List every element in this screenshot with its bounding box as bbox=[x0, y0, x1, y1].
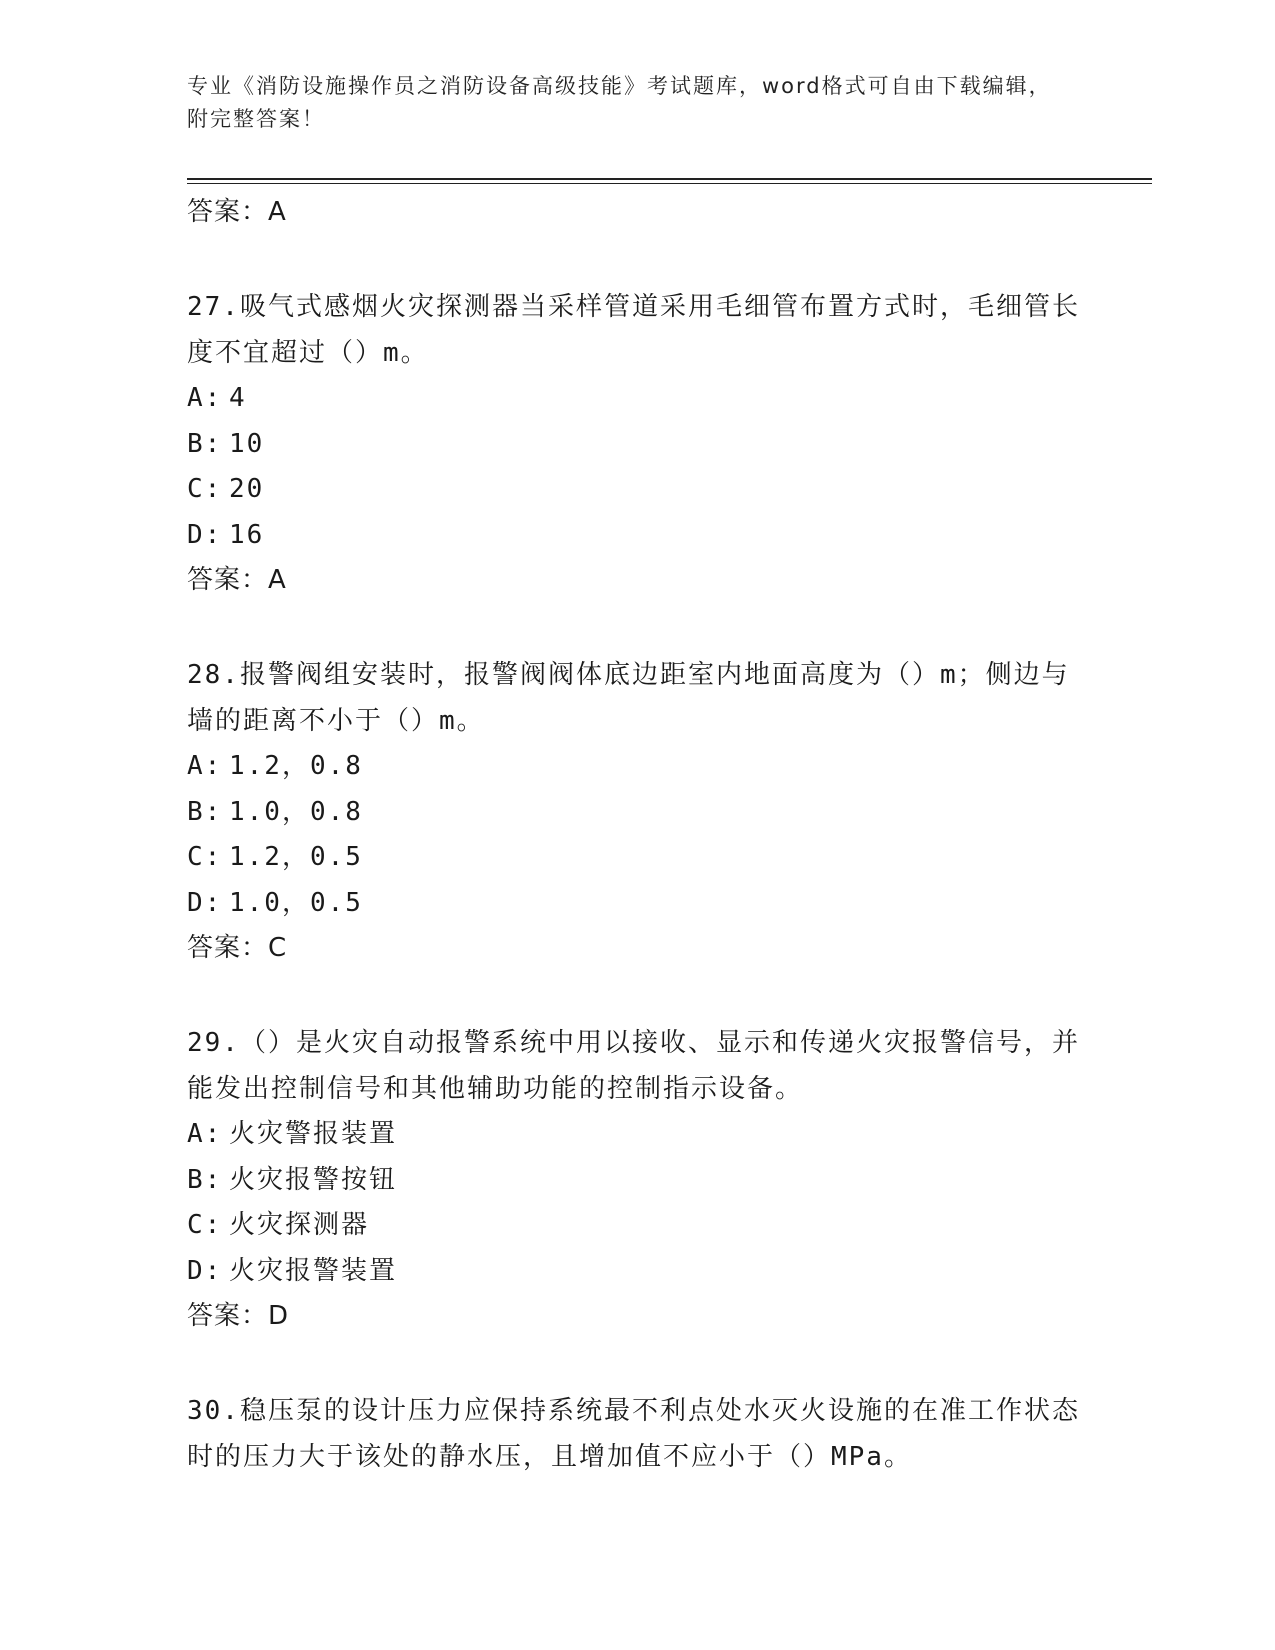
option-b bbox=[187, 1158, 1087, 1204]
question-27 bbox=[187, 285, 1087, 603]
option-b bbox=[187, 790, 1087, 836]
option-letter: C: bbox=[187, 1210, 223, 1240]
option-d bbox=[187, 513, 1087, 559]
answer-line: 答案：C bbox=[187, 933, 288, 963]
header-rule-thin bbox=[187, 183, 1152, 184]
option-text: 20 bbox=[229, 474, 265, 504]
option-text: 火灾报警按钮 bbox=[229, 1164, 398, 1195]
option-d bbox=[187, 881, 1087, 927]
question-stem: 28.报警阀组安装时，报警阀阀体底边距室内地面高度为（）m；侧边与墙的距离不小于（）m。 bbox=[187, 660, 1070, 736]
option-text: 4 bbox=[229, 383, 247, 413]
question-28 bbox=[187, 653, 1087, 971]
option-text: 火灾报警装置 bbox=[229, 1255, 398, 1286]
option-letter: B: bbox=[187, 1164, 223, 1195]
option-letter: D: bbox=[187, 1255, 223, 1286]
option-c bbox=[187, 467, 1087, 513]
option-letter: B: bbox=[187, 428, 223, 459]
question-stem: 27.吸气式感烟火灾探测器当采样管道采用毛细管布置方式时，毛细管长度不宜超过（）m。 bbox=[187, 292, 1080, 368]
document-header: 专业《消防设施操作员之消防设备高级技能》考试题库，word格式可自由下载编辑，附完整答案！ bbox=[187, 74, 1052, 131]
option-c bbox=[187, 835, 1087, 881]
option-letter: C: bbox=[187, 474, 223, 504]
header-rule-thick bbox=[187, 178, 1152, 180]
option-letter: A: bbox=[187, 383, 223, 413]
answer-line: 答案：D bbox=[187, 1301, 290, 1331]
answer-line: 答案：A bbox=[187, 565, 287, 595]
option-a bbox=[187, 744, 1087, 790]
option-text: 1.0，0.8 bbox=[229, 796, 363, 827]
option-text: 1.0，0.5 bbox=[229, 887, 363, 918]
option-text: 1.2，0.8 bbox=[229, 751, 363, 781]
option-text: 火灾警报装置 bbox=[229, 1119, 398, 1149]
option-letter: B: bbox=[187, 796, 223, 827]
question-stem: 30.稳压泵的设计压力应保持系统最不利点处水灭火设施的在准工作状态时的压力大于该处的静水压，且增加值不应小于（）MPa。 bbox=[187, 1396, 1080, 1472]
option-letter: A: bbox=[187, 1119, 223, 1149]
question-29 bbox=[187, 1021, 1087, 1339]
option-c bbox=[187, 1203, 1087, 1249]
option-a bbox=[187, 1112, 1087, 1158]
option-text: 火灾探测器 bbox=[229, 1210, 370, 1240]
option-d bbox=[187, 1249, 1087, 1295]
question-stem: 29.（）是火灾自动报警系统中用以接收、显示和传递火灾报警信号，并能发出控制信号和其他辅助功能的控制指示设备。 bbox=[187, 1028, 1080, 1104]
option-letter: D: bbox=[187, 519, 223, 550]
option-text: 16 bbox=[229, 519, 265, 550]
option-letter: A: bbox=[187, 751, 223, 781]
option-b bbox=[187, 422, 1087, 468]
option-letter: C: bbox=[187, 842, 223, 872]
question-30 bbox=[187, 1389, 1087, 1480]
option-text: 1.2，0.5 bbox=[229, 842, 363, 872]
answer-line: 答案：A bbox=[187, 197, 287, 227]
option-text: 10 bbox=[229, 428, 265, 459]
option-a bbox=[187, 376, 1087, 422]
option-letter: D: bbox=[187, 887, 223, 918]
question-list bbox=[187, 190, 1087, 1480]
